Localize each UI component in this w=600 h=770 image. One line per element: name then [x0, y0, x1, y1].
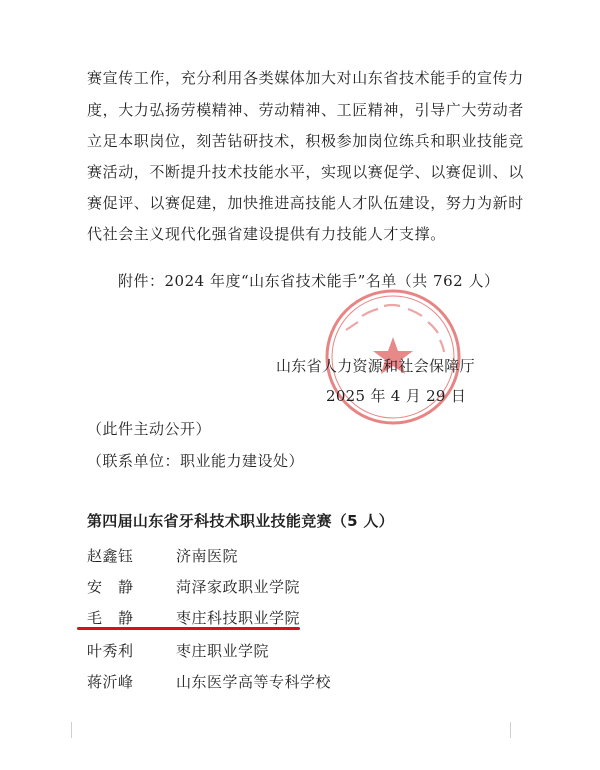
red-underline-highlight — [77, 627, 300, 630]
winner-name: 毛 静 — [87, 609, 134, 627]
list-title: 第四届山东省牙科技术职业技能竞赛（5 人） — [87, 512, 394, 530]
winner-organization: 枣庄科技职业学院 — [176, 609, 301, 627]
paragraph-line: 赛宣传工作，充分利用各类媒体加大对山东省技术能手的宣传力 — [87, 69, 524, 87]
winner-organization: 山东医学高等专科学校 — [176, 673, 332, 691]
issue-date: 2025 年 4 月 29 日 — [326, 387, 467, 405]
winner-name: 赵鑫钰 — [87, 547, 134, 565]
winner-name: 叶秀利 — [87, 642, 134, 660]
winner-organization: 济南医院 — [176, 547, 239, 565]
issuer-name: 山东省人力资源和社会保障厅 — [276, 357, 475, 375]
attachment-note: 附件：2024 年度“山东省技术能手”名单（共 762 人） — [118, 272, 500, 290]
paragraph-line: 立足本职岗位，刻苦钻研技术，积极参加岗位练兵和职业技能竞 — [87, 132, 524, 150]
public-note: （此件主动公开） — [87, 420, 212, 438]
winner-name: 安 静 — [87, 578, 134, 596]
contact-note: （联系单位：职业能力建设处） — [87, 452, 305, 470]
page-edge-mark — [510, 722, 511, 738]
paragraph-line: 度，大力弘扬劳模精神、劳动精神、工匠精神，引导广大劳动者 — [87, 101, 524, 119]
winner-organization: 枣庄职业学院 — [176, 642, 270, 660]
winner-name: 蒋沂峰 — [87, 673, 134, 691]
page-edge-mark — [71, 722, 72, 738]
paragraph-line: 代社会主义现代化强省建设提供有力技能人才支撑。 — [87, 225, 446, 243]
paragraph-line: 赛促评、以赛促建，加快推进高技能人才队伍建设，努力为新时 — [87, 194, 524, 212]
winner-organization: 菏泽家政职业学院 — [176, 578, 301, 596]
paragraph-line: 赛活动，不断提升技术技能水平，实现以赛促学、以赛促训、以 — [87, 163, 524, 181]
